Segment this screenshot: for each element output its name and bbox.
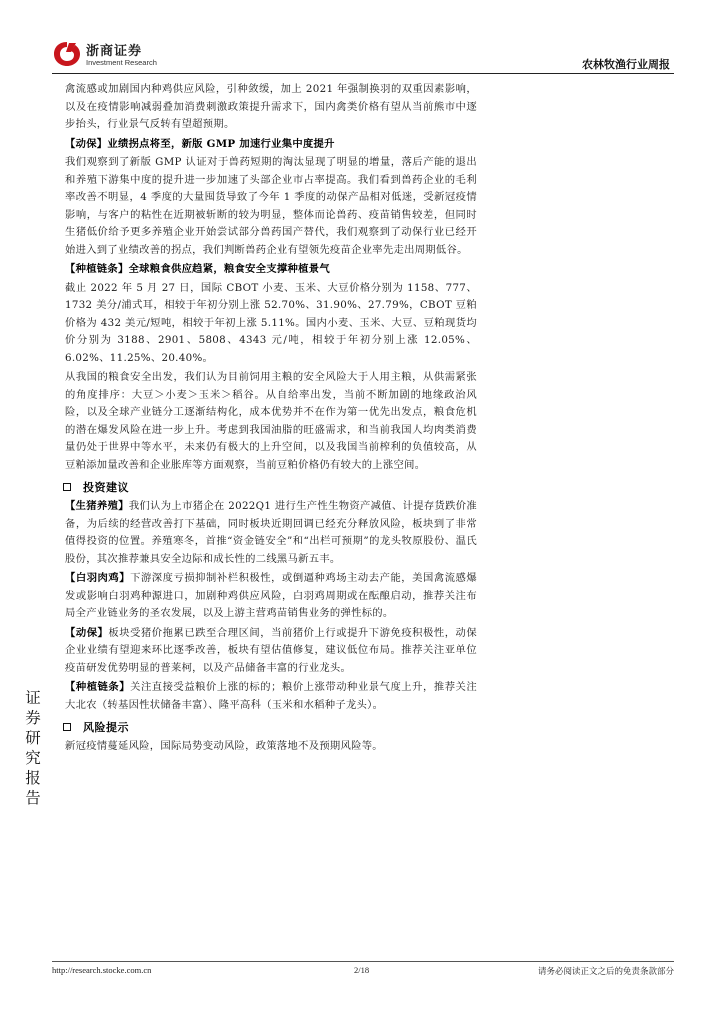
- page-number: 2/18: [354, 965, 370, 975]
- company-logo: [52, 38, 172, 70]
- tag-broiler: 【白羽肉鸡】: [65, 572, 131, 584]
- text-animal-health-advice: 板块受猪价拖累已跌至合理区间，当前猪价上行或提升下游免疫积极性，动保企业业绩有望迎来环比逐季改善，板块有望估值修复，建议低位布局。推荐关注亚单位疫苗研发优势明显的普莱柯，以及产品储备丰富的行业龙头。: [65, 626, 478, 674]
- page-header: [52, 38, 674, 72]
- side-label-char: 报: [25, 769, 41, 787]
- side-label-char: 究: [25, 749, 41, 767]
- text-broiler: 下游深度亏损抑制补栏积极性，或倒逼种鸡场主动去产能，美国禽流感爆发或影响白羽鸡种源进口，加剧种鸡供应风险，白羽鸡周期或在酝酿启动，推荐关注布局全产业链业务的圣农发展，以及上游主营鸡苗销售业务的弹性标的。: [65, 572, 477, 619]
- side-label-char: 证: [25, 689, 41, 707]
- footer-url-link[interactable]: http://research.stocke.com.cn: [52, 965, 152, 975]
- logo-chinese-name: 浙商证券: [86, 44, 143, 59]
- paragraph-poultry-outlook: 禽流感或加剧国内种鸡供应风险，引种敛缓，加上 2021 年强制换羽的双重因素影响，以及在疫情影响减弱叠加消费刺激政策提升需求下，国内禽类价格有望从当前熊市中逐步抬头，行业景气反转有望超预期。: [65, 83, 477, 130]
- paragraph-broiler: [65, 570, 477, 623]
- tag-hog-farming: 【生猪养殖】: [65, 500, 129, 512]
- tag-animal-health: 【动保】: [65, 626, 109, 639]
- main-content: [65, 81, 477, 757]
- checkbox-bullet-icon: [63, 723, 71, 731]
- paragraph-animal-health: 我们观察到了新版 GMP 认证对于兽药短期的淘汰显现了明显的增量，落后产能的退出和养殖下游集中度的提升进一步加速了头部企业市占率提高。我们看到兽药企业的毛利率改善不明显，4 季度的大量囤货导致了今年 1 季度的动保产品相对低迷，受新冠疫情影响，与客户的粘性在近期被斩断的较为明显，整体而论兽药、疫苗销售较差，但同时生猪低价给予更多养殖企业开始尝试部分兽药国产替代，我们观察到了动保行业已经开始进入到了业绩改善的拐点，我们判断兽药企业有望领先疫苗企业率先走出周期低谷。: [65, 156, 477, 256]
- logo-icon: [52, 40, 82, 68]
- text-planting-advice: 关注直接受益粮价上涨的标的；粮价上涨带动种业景气度上升，推荐关注大北农（转基因性状储备丰富）、隆平高科（玉米和水稻种子龙头）。: [65, 681, 477, 711]
- side-label-char: 券: [25, 709, 41, 727]
- report-type-title: 农林牧渔行业周报: [582, 58, 670, 71]
- paragraph-food-security: 从我国的粮食安全出发，我们认为目前饲用主粮的安全风险大于人用主粮，从供需紧张的角度排序：大豆＞小麦＞玉米＞稻谷。从自给率出发，当前不断加剧的地缘政治风险，以及全球产业链分工逐渐结构化，成本优势并不在作为第一优先出发点，粮食危机的潜在爆发风险在进一步上升。考虑到我国油脂的旺盛需求，和当前我国人均肉类消费量仍处于世界中等水平，未来仍有极大的上升空间，以及我国当前榨利的负值较高，从豆粕添加量改善和企业胀库等方面观察，当前豆粕价格仍有较大的上涨空间。: [65, 371, 477, 471]
- paragraph-grain-prices: 截止 2022 年 5 月 27 日，国际 CBOT 小麦、玉米、大豆价格分别为 1158、777、1732 美分/浦式耳，相较于年初分别上涨 52.70%、31.90%、27.79%，CBOT 豆粕价格为 432 美元/短吨，相较于年初上涨 5.11%。国内小麦、玉米、大豆、豆粕现货均价分别为 3188、2901、5808、4343 元/吨，相较于年初分别上涨 12.05%、6.02%、11.25%、20.40%。: [65, 281, 477, 364]
- side-label-char: 研: [25, 729, 41, 747]
- paragraph-planting-advice: [65, 679, 477, 714]
- section-heading-animal-health-text: 【动保】业绩拐点将至，新版 GMP 加速行业集中度提升: [65, 137, 335, 150]
- paragraph-hog-farming: [65, 498, 477, 568]
- paragraph-risks: 新冠疫情蔓延风险，国际局势变动风险，政策落地不及预期风险等。: [65, 740, 383, 752]
- heading-risk-warning-text: 风险提示: [83, 720, 129, 734]
- heading-risk-warning: [63, 717, 477, 736]
- footer-disclaimer: 请务必阅读正文之后的免责条款部分: [537, 967, 674, 977]
- heading-investment-advice: [63, 477, 477, 496]
- footer-divider: [52, 961, 674, 962]
- text-hog-farming: 我们认为上市猪企在 2022Q1 进行生产性生物资产减值、计提存货跌价准备，为后续的经营改善打下基础，同时板块近期回调已经充分释放风险，板块到了非常值得投资的位置。养殖寒冬，首推“资金链安全”和“出栏可预期”的龙头牧原股份、温氏股份，其次推荐兼具安全边际和成长性的二线黑马新五丰。: [65, 500, 477, 565]
- paragraph-animal-health-advice: [65, 625, 477, 678]
- section-heading-animal-health: [65, 136, 477, 154]
- section-heading-planting: [65, 261, 477, 279]
- heading-investment-advice-text: 投资建议: [83, 480, 129, 494]
- side-label-research-report: [24, 688, 42, 808]
- tag-planting: 【种植链条】: [65, 681, 131, 693]
- section-heading-planting-text: 【种植链条】全球粮食供应趋紧，粮食安全支撑种植景气: [65, 263, 330, 275]
- checkbox-bullet-icon: [63, 483, 71, 491]
- header-divider: [52, 73, 674, 74]
- logo-english-name: Investment Research: [86, 58, 157, 67]
- side-label-char: 告: [25, 789, 41, 807]
